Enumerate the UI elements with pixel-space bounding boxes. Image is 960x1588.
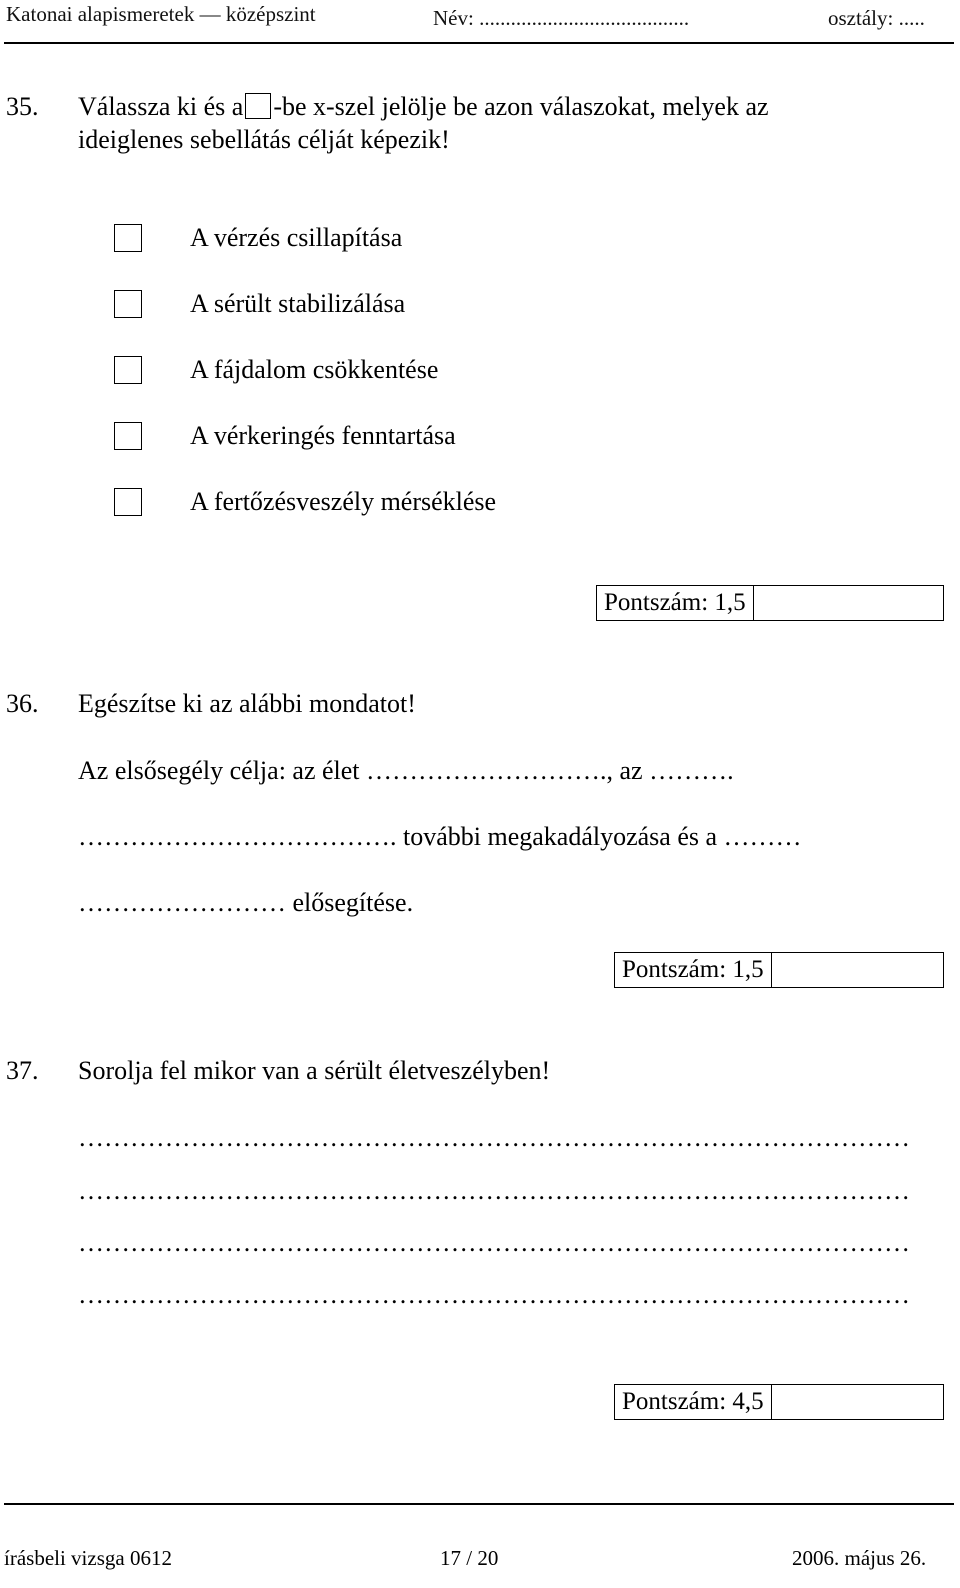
q36-prompt: Egészítse ki az alábbi mondatot! [78,689,416,718]
q37-answer-line-1[interactable]: …………………………………………………………………………………… [78,1123,910,1152]
inline-checkbox-icon [245,93,271,119]
footer-date: 2006. május 26. [792,1546,927,1570]
q37-answer-line-3[interactable]: …………………………………………………………………………………… [78,1228,910,1257]
header-name-field: Név: ........................................ [433,6,690,30]
option-checkbox-5[interactable] [114,488,142,516]
header-subject: Katonai alapismeretek — középszint [6,2,316,26]
footer-rule [4,1503,954,1505]
footer-page-number: 17 / 20 [440,1546,499,1570]
option-checkbox-2[interactable] [114,290,142,318]
q37-number: 37. [6,1056,39,1085]
q35-prompt [78,92,769,122]
q35-prompt-after: -be x-szel jelölje be azon válaszokat, melyek az [273,92,769,121]
q37-score-label: Pontszám: 4,5 [615,1385,772,1419]
q35-number: 35. [6,92,39,121]
option-checkbox-3[interactable] [114,356,142,384]
option-checkbox-4[interactable] [114,422,142,450]
option-label-4: A vérkeringés fenntartása [190,421,456,450]
header-class-field: osztály: ..... [828,6,925,30]
option-checkbox-1[interactable] [114,224,142,252]
q37-score-box [614,1384,944,1420]
q36-score-box [614,952,944,988]
option-label-3: A fájdalom csökkentése [190,355,439,384]
header-rule [4,42,954,44]
q35-prompt-before: Válassza ki és a [78,92,244,121]
q37-answer-line-4[interactable]: …………………………………………………………………………………… [78,1280,910,1309]
option-label-1: A vérzés csillapítása [190,223,403,252]
q37-score-value-field[interactable] [772,1385,943,1419]
q35-score-value-field[interactable] [754,586,943,620]
q36-fill-line-3: …………………… elősegítése. [78,888,414,917]
q35-prompt-line2: ideiglenes sebellátás célját képezik! [78,125,450,154]
option-label-2: A sérült stabilizálása [190,289,406,318]
footer-exam-code: írásbeli vizsga 0612 [4,1546,172,1570]
q35-score-box [596,585,944,621]
option-label-5: A fertőzésveszély mérséklése [190,487,497,516]
q35-score-label: Pontszám: 1,5 [597,586,754,620]
q36-score-value-field[interactable] [772,953,943,987]
q37-prompt: Sorolja fel mikor van a sérült életveszélyben! [78,1056,551,1085]
q37-answer-line-2[interactable]: …………………………………………………………………………………… [78,1176,910,1205]
q36-fill-line-1: Az elsősegély célja: az élet ………………………., az ………. [78,756,734,785]
q36-fill-line-2: ………………………………. további megakadályozása és a ……… [78,822,802,851]
q36-number: 36. [6,689,39,718]
q36-score-label: Pontszám: 1,5 [615,953,772,987]
